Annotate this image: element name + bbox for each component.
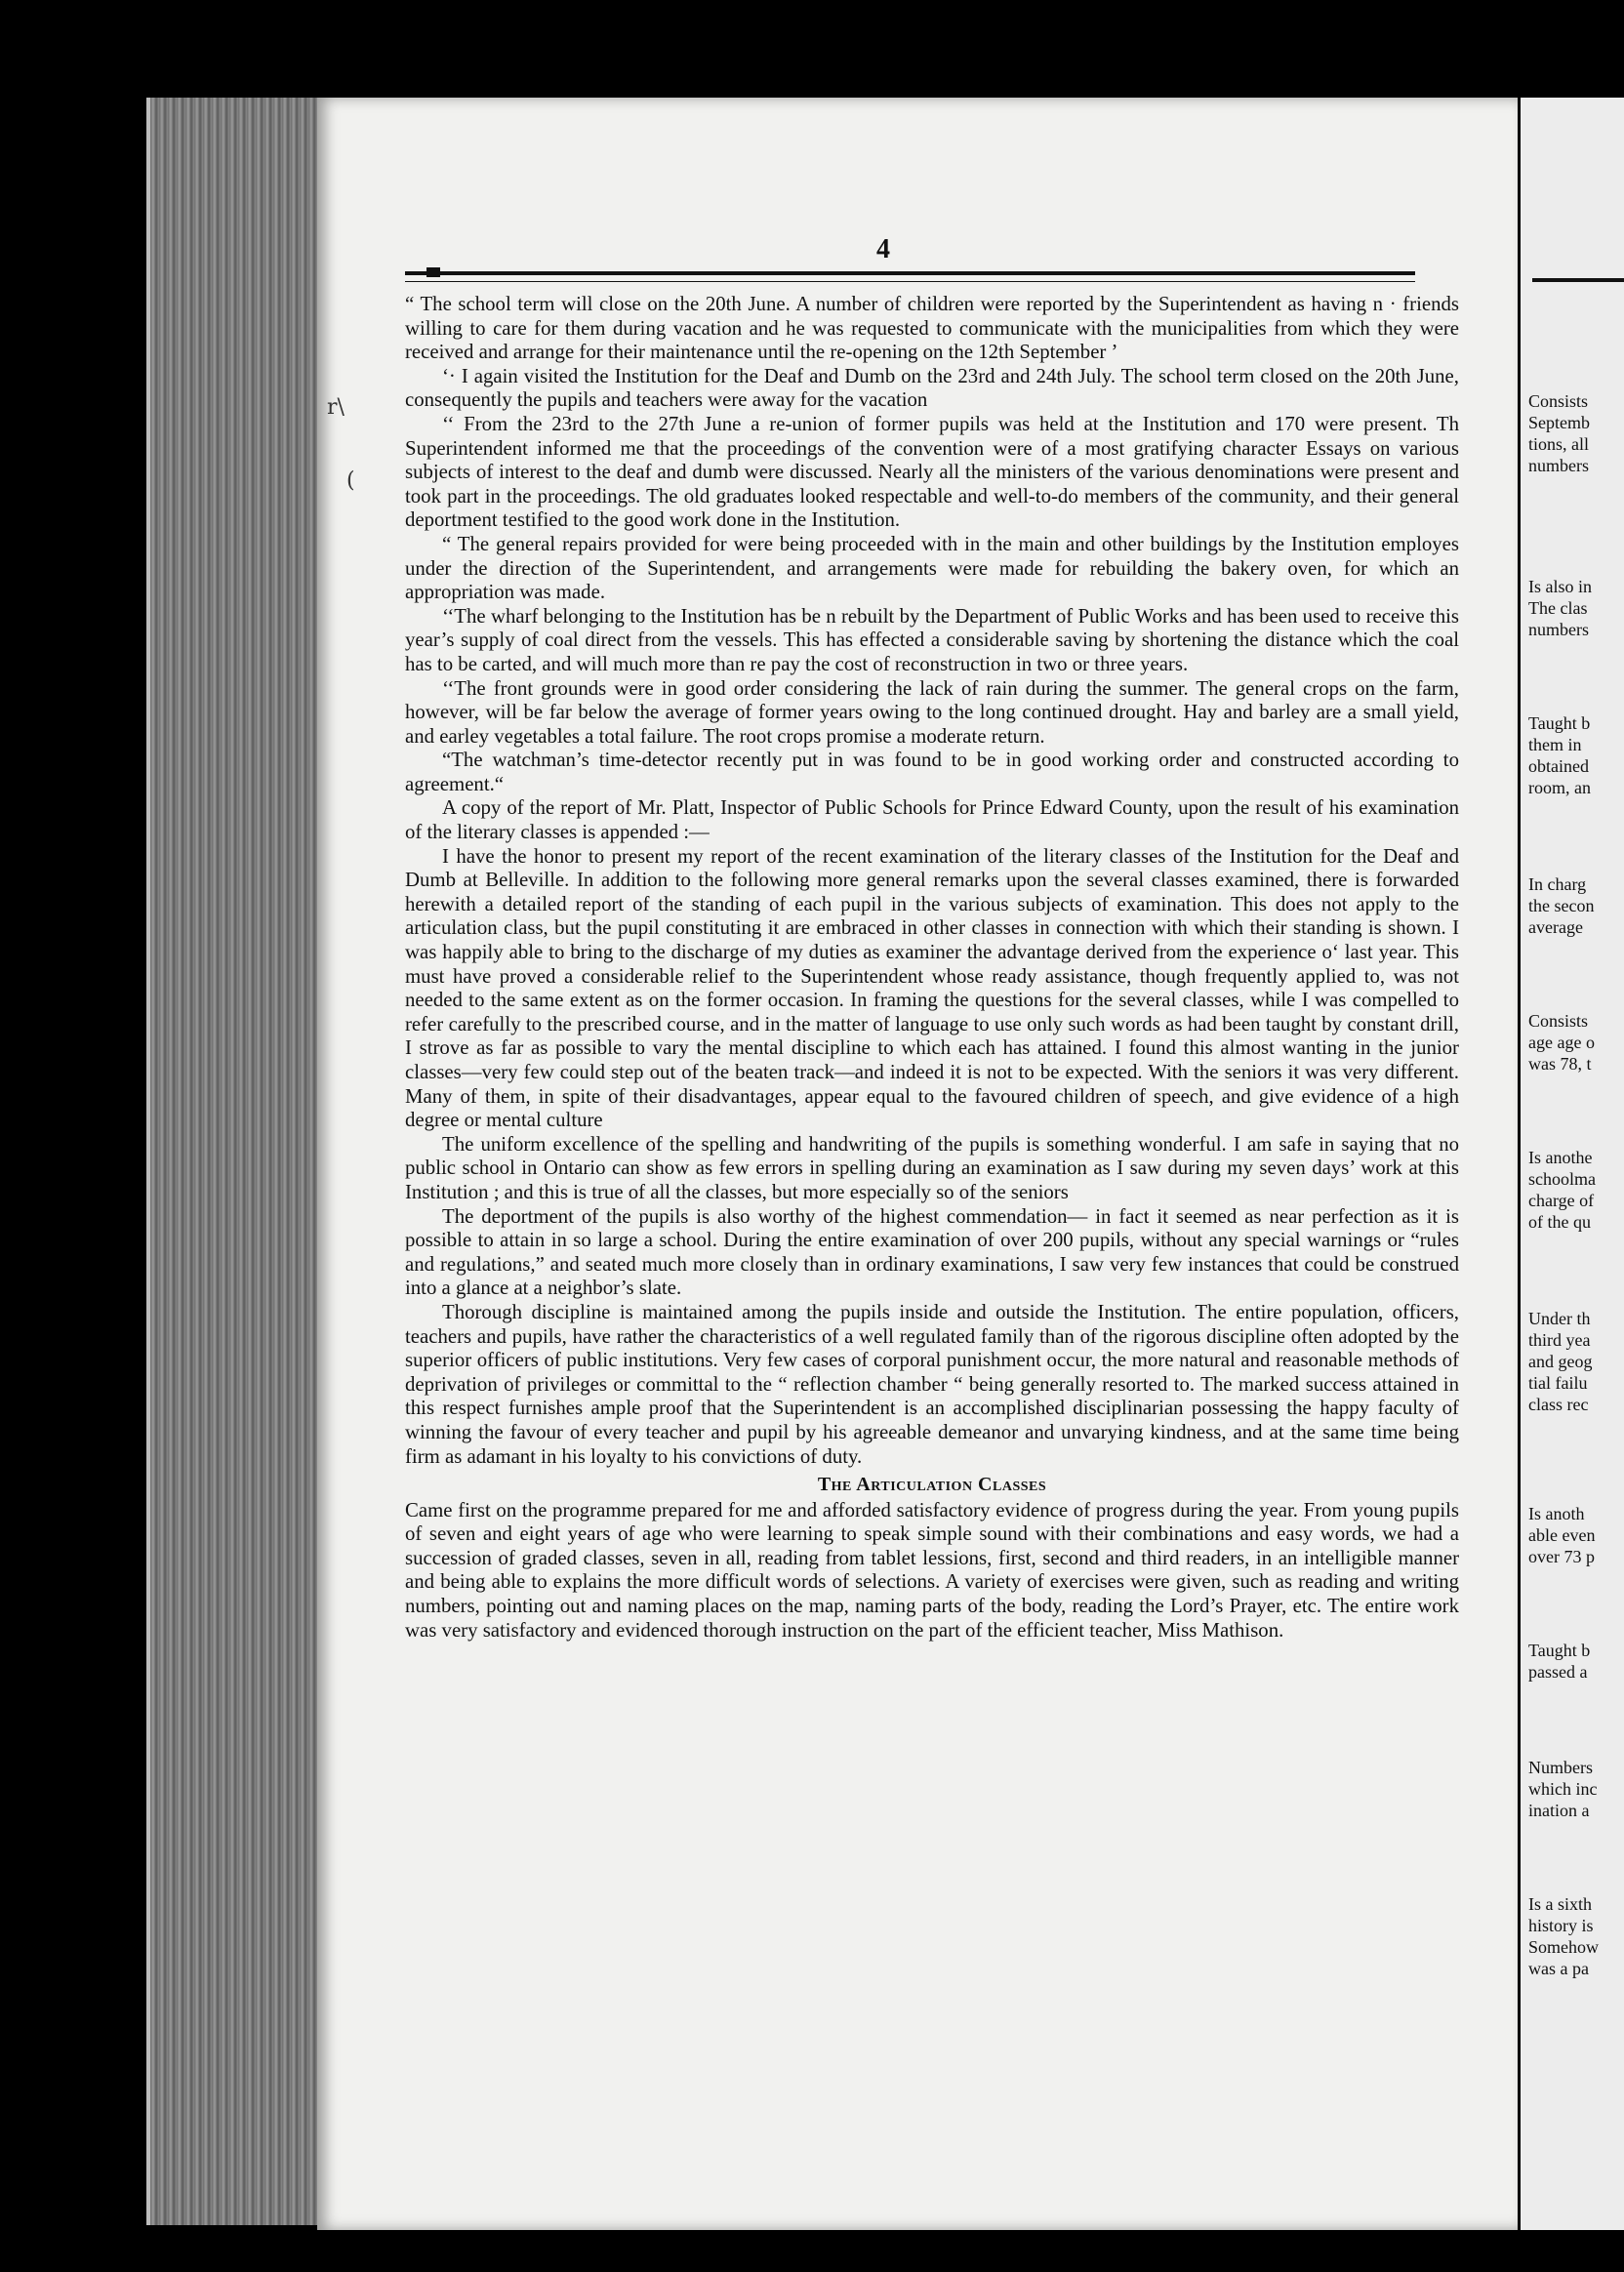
paragraph: “ The school term will close on the 20th June. A number of children were reported by the Superintendent as having n · friends willing to care for them during vacation and he was requested to communicate with the municipalities from which they were received and arrange for their maintenance until the re-opening on the 12th September ’ xyxy=(405,293,1459,364)
adjacent-page xyxy=(1521,98,1624,2230)
paragraph: ‘‘The wharf belonging to the Institution has be n rebuilt by the Department of Public Works and has been used to receive this year’s supply of coal direct from the vessels. This has effected a considerable saving by shortening the distance which the coal has to be carted, and will much more than re pay the cost of reconstruction in two or three years. xyxy=(405,604,1459,675)
page-number: 4 xyxy=(876,234,890,264)
paragraph: Thorough discipline is maintained among the pupils inside and outside the Institution. The entire population, officers, teachers and pupils, have rather the characteristics of a well regulated family than of the rigorous discipline often adopted by the superior officers of public institutions. Very few cases of corporal punishment occur, the more natural and reasonable methods of deprivation of privileges or committal to the “ reflection chamber “ being generally resorted to. The marked success attained in this respect furnishes ample proof that the Superintendent is an accomplished disciplinarian possessing the happy faculty of winning the favour of every teacher and pupil by his agreeable demeanor and unvarying kindness, and at the same time being firm as adamant in his loyalty to his convictions of duty. xyxy=(405,1300,1459,1468)
adjacent-text-block: Numbers which inc ination a xyxy=(1528,1758,1598,1820)
paragraph: “The watchman’s time-detector recently put in was found to be in good working order and constructed according to agreement.“ xyxy=(405,749,1459,795)
adjacent-text-block: Taught b them in obtained room, an xyxy=(1528,713,1591,797)
adjacent-text-block: Taught b passed a xyxy=(1528,1641,1591,1682)
margin-pencil-mark: ( xyxy=(346,468,355,493)
paragraph: The uniform excellence of the spelling and handwriting of the pupils is something wonderful. I am safe in saying that no public school in Ontario can show as few errors in spelling during an examination as I saw during my seven days’ work at this Institution ; and this is true of all the classes, but more especially so of the seniors xyxy=(405,1132,1459,1203)
adjacent-page-rule xyxy=(1532,278,1624,282)
section-heading: The Articulation Classes xyxy=(817,1474,1047,1496)
header-rule xyxy=(405,271,1415,282)
paragraph: ‘· I again visited the Institution for the Deaf and Dumb on the 23rd and 24th July. The school term closed on the 20th June, consequently the pupils and teachers were away for the vacation xyxy=(405,364,1459,412)
paragraph: “ The general repairs provided for were being proceeded with in the main and other buildings by the Institution employes under the direction of the Superintendent, and arrangements were made for rebuilding the bakery oven, for which an appropriation was made. xyxy=(405,532,1459,604)
paragraph: The deportment of the pupils is also worthy of the highest commendation— in fact it seemed as near perfection as it is possible to attain in so large a school. During the entire examination of over 200 pupils, without any special warnings or “rules and regulations,” and seated much more closely than in ordinary examinations, I saw very few instances that could be construed into a glance at a neighbor’s slate. xyxy=(405,1204,1459,1300)
book-page-edges xyxy=(146,98,321,2225)
adjacent-text-block: Consists age age o was 78, t xyxy=(1528,1011,1595,1074)
document-page xyxy=(317,98,1518,2230)
paragraph: ‘‘ From the 23rd to the 27th June a re-union of former pupils was held at the Institution and 170 were present. Th Superintendent informed me that the proceedings of the convention were of a most gratifying character Essays on various subjects of interest to the deaf and dumb were discussed. Nearly all the ministers of the various denominations were present and took part in the proceedings. The old graduates looked respectable and well-to-do members of the community, and their general deportment testified to the good work done in the Institution. xyxy=(405,412,1459,532)
adjacent-text-block: Is also in The clas numbers xyxy=(1528,577,1592,639)
adjacent-text-block: Is a sixth history is Somehow was a pa xyxy=(1528,1894,1599,1978)
section-paragraph: Came first on the programme prepared for me and afforded satisfactory evidence of progress during the year. From young pupils of seven and eight years of age who were learning to speak simple sound with their combinations and easy words, we had a succession of graded classes, seven in all, reading from tablet lessions, first, second and third readers, in an intelligible manner and being able to explains the more difficult words of selections. A variety of exercises were given, such as reading and writing numbers, pointing out and naming places on the map, naming parts of the body, reading the Lord’s Prayer, etc. The entire work was very satisfactory and evidenced thorough instruction on the part of the efficient teacher, Miss Mathison. xyxy=(405,1498,1459,1642)
margin-pencil-mark: r\ xyxy=(327,395,345,420)
paragraph: ‘‘The front grounds were in good order considering the lack of rain during the summer. The general crops on the farm, however, will be far below the average of former years owing to the long continued drought. Hay and barley are a small yield, and earley vegetables a total failure. The root crops promise a moderate return. xyxy=(405,676,1459,748)
header-rule-mark xyxy=(426,267,440,277)
adjacent-text-block: In charg the secon average xyxy=(1528,874,1595,937)
paragraph: I have the honor to present my report of the recent examination of the literary classes of the Institution for the Deaf and Dumb at Belleville. In addition to the following more general remarks upon the several classes examined, there is forwarded herewith a detailed report of the standing of each pupil in the various subjects of examination. This does not apply to the articulation class, but the pupil constituting it are embraced in other classes in connection with which their standing is shown. I was happily able to bring to the discharge of my duties as examiner the advantage derived from the experience o‘ last year. This must have proved a considerable relief to the Superintendent whose ready assistance, though frequently applied to, was not needed to the same extent as on the former occasion. In framing the questions for the several classes, while I was compelled to refer carefully to the prescribed course, and in the matter of language to use only such words as had been taught by constant drill, I strove as far as possible to vary the mental discipline to which each has attained. I found this almost wanting in the junior classes—very few could step out of the beaten track—and indeed it is not to be expected. With the seniors it was very different. Many of them, in spite of their disadvantages, appear equal to the favoured children of speech, and give evidence of a high degree or mental culture xyxy=(405,844,1459,1132)
adjacent-text-block: Is anoth able even over 73 p xyxy=(1528,1504,1596,1566)
adjacent-text-block: Is anothe schoolma charge of of the qu xyxy=(1528,1148,1596,1232)
adjacent-text-block: Consists Septemb tions, all numbers xyxy=(1528,391,1590,475)
adjacent-text-block: Under th third yea and geog tial failu class rec xyxy=(1528,1309,1593,1414)
paragraph: A copy of the report of Mr. Platt, Inspector of Public Schools for Prince Edward County, upon the result of his examination of the literary classes is appended :— xyxy=(405,796,1459,844)
page-body xyxy=(405,293,1459,1643)
